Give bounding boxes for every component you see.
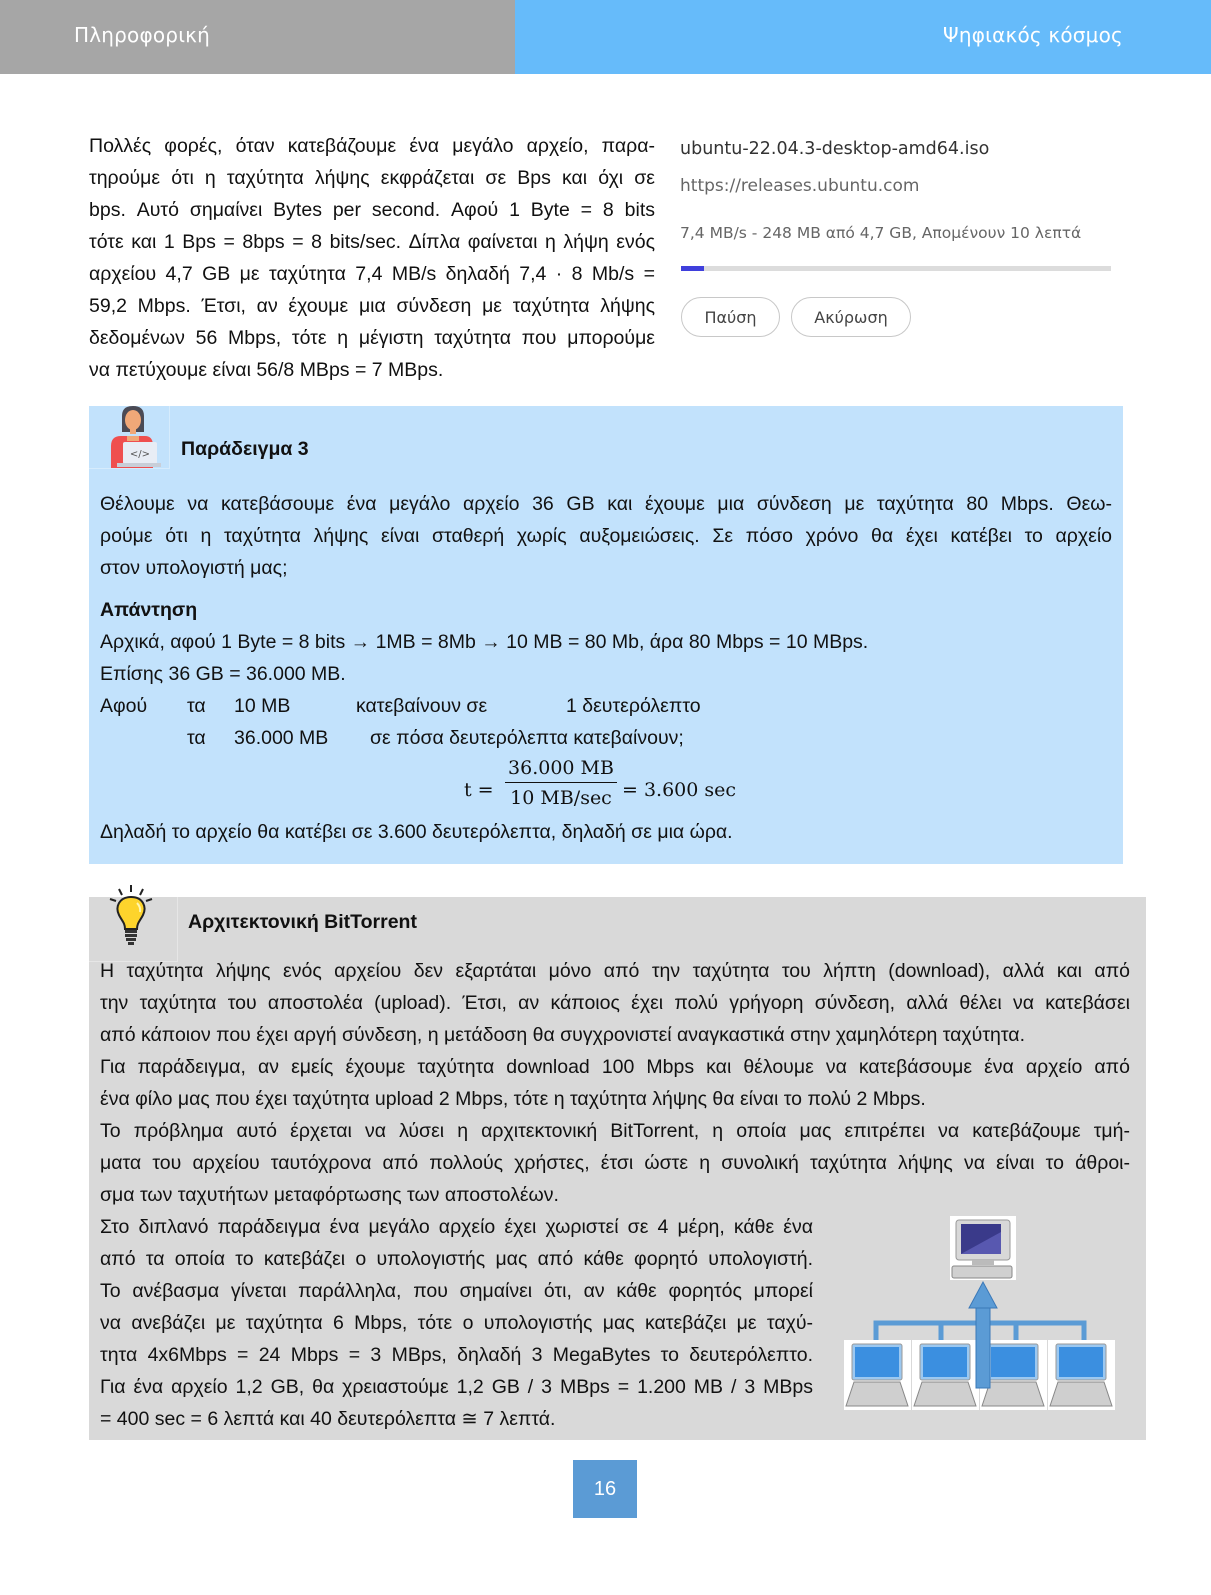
bittorrent-box <box>89 897 1146 1440</box>
example-question <box>100 488 1112 584</box>
text-line: ματα του αρχείου ταυτόχρονα από πολλούς χρήστες, έτσι ώστε η συνολική ταχύτητα λήψης να είναι το άθροι- <box>100 1152 1130 1174</box>
answer-line: Αρχικά, αφού 1 Byte = 8 bits → 1MB = 8Mb → 10 MB = 80 Mb, άρα 80 Mbps = 10 MBps. <box>100 631 869 653</box>
text-line: τηρούμε ότι η ταχύτητα λήψης εκφράζεται σε Bps και όχι σε <box>89 167 655 189</box>
chapter-title: Ψηφιακός κόσμος <box>942 23 1123 47</box>
developer-laptop-icon <box>103 406 163 468</box>
answer-conclusion: Δηλαδή το αρχείο θα κατέβει σε 3.600 δευτερόλεπτα, δηλαδή σε μια ώρα. <box>100 821 733 843</box>
cancel-button[interactable]: Ακύρωση <box>791 297 911 337</box>
header-left-band <box>0 0 515 74</box>
pause-button[interactable]: Παύση <box>681 297 780 337</box>
row-word: 10 MB <box>234 695 291 717</box>
bittorrent-diagram <box>844 1214 1116 1424</box>
time-formula <box>100 754 1112 816</box>
row-word: τα <box>187 695 206 717</box>
download-progress-bar <box>681 266 1111 271</box>
text-line: 59,2 Mbps. Έτσι, αν έχουμε μια σύνδεση με ταχύτητα λήψης <box>89 295 655 317</box>
row-word: Αφού <box>100 695 148 717</box>
laptop-icon <box>1048 1340 1115 1410</box>
text-line: Για ένα αρχείο 1,2 GB, θα χρειαστούμε 1,2 GB / 3 MBps = 1.200 MB / 3 MBps <box>100 1376 813 1398</box>
text-line: Το ανέβασμα γίνεται παράλληλα, που σημαίνει ότι, αν κάθε φορητός μπορεί <box>100 1280 813 1302</box>
text-line: την ταχύτητα του αποστολέα (upload). Έτσι, αν κάποιος έχει πολύ γρήγορη σύνδεση, αλλά θέλει να κατεβάσει <box>100 992 1130 1014</box>
text-line: Στο διπλανό παράδειγμα ένα μεγάλο αρχείο έχει χωριστεί σε 4 μέρη, κάθε ένα <box>100 1216 813 1238</box>
example-body <box>100 488 1112 848</box>
text-line: Πολλές φορές, όταν κατεβάζουμε ένα μεγάλο αρχείο, παρα- <box>89 135 655 157</box>
row-word: σε πόσα δευτερόλεπτα κατεβαίνουν; <box>370 727 684 749</box>
text-line: ρούμε ότι η ταχύτητα λήψης είναι σταθερή χωρίς αυξομειώσεις. Σε πόσο χρόνο θα έχει κατέβει το αρχείο <box>100 525 1112 547</box>
text-line: bps. Αυτό σημαίνει Bytes per second. Αφού 1 Byte = 8 bits <box>89 199 655 221</box>
answer-title: Απάντηση <box>100 599 198 621</box>
example-box <box>89 406 1123 864</box>
formula-lhs: t = <box>464 779 494 801</box>
text-line: τητα 4x6Mbps = 24 Mbps = 3 MBps, δηλαδή 3 MegaBytes το δευτερόλεπτο. <box>100 1344 813 1366</box>
page-number: 16 <box>573 1460 637 1518</box>
text-line: δεδομένων 56 Mbps, τότε η μέγιστη ταχύτητα που μπορούμε <box>89 327 655 349</box>
bittorrent-example-text <box>100 1211 813 1435</box>
bittorrent-icon-cell <box>89 897 178 962</box>
example-title: Παράδειγμα 3 <box>181 438 309 460</box>
laptop-icon <box>844 1340 911 1410</box>
proportion-row-1 <box>100 690 1112 722</box>
text-line: να ανεβάζει με ταχύτητα 6 Mbps, τότε ο υπολογιστής μας κατεβάζει με ταχύ- <box>100 1312 813 1334</box>
download-source-url[interactable]: https://releases.ubuntu.com <box>680 176 920 196</box>
laptop-icon <box>912 1340 979 1410</box>
row-word: κατεβαίνουν σε <box>356 695 488 717</box>
proportion-row-2 <box>100 722 1112 754</box>
text-line: αρχείου 4,7 GB με ταχύτητα 7,4 MB/s δηλαδή 7,4 · 8 Mb/s = <box>89 263 655 285</box>
text-line: από τα οποία το κατεβάζει ο υπολογιστής μας από κάθε φορητό υπολογιστή. <box>100 1248 813 1270</box>
bittorrent-title: Αρχιτεκτονική BitTorrent <box>188 911 417 933</box>
text-line: = 400 sec = 6 λεπτά και 40 δευτερόλεπτα ≅ 7 λεπτά. <box>100 1408 556 1430</box>
download-file-name[interactable]: ubuntu-22.04.3-desktop-amd64.iso <box>680 139 990 159</box>
download-progress-fill <box>681 266 704 271</box>
svg-text:</>: </> <box>129 449 151 460</box>
text-line: Θέλουμε να κατεβάσουμε ένα μεγάλο αρχείο 36 GB και έχουμε μια σύνδεση με ταχύτητα 80 Mbps. Θεω- <box>100 493 1112 515</box>
text-line: Η ταχύτητα λήψης ενός αρχείου δεν εξαρτάται μόνο από την ταχύτητα του λήπτη (download), αλλά και από <box>100 960 1130 982</box>
download-status: 7,4 MB/s - 248 MB από 4,7 GB, Απομένουν 10 λεπτά <box>680 224 1082 242</box>
text-line: τότε και 1 Bps = 8bps = 8 bits/sec. Δίπλα φαίνεται η λήψη ενός <box>89 231 655 253</box>
answer-line: Επίσης 36 GB = 36.000 MB. <box>100 663 346 685</box>
desktop-computer-icon <box>950 1216 1016 1280</box>
formula-numerator: 36.000 MB <box>505 754 617 783</box>
text-line: στον υπολογιστή μας; <box>100 557 288 579</box>
row-word: 36.000 MB <box>234 727 329 749</box>
lightbulb-icon <box>101 883 161 947</box>
text-line: Το πρόβλημα αυτό έρχεται να λύσει η αρχιτεκτονική BitTorrent, η οποία μας επιτρέπει να κατεβάζουμε τμή- <box>100 1120 1130 1142</box>
text-line: Για παράδειγμα, αν εμείς έχουμε ταχύτητα download 100 Mbps και θέλουμε να κατεβάσουμε ένα αρχείο από <box>100 1056 1130 1078</box>
row-word: τα <box>187 727 206 749</box>
text-line: ένα φίλο μας που έχει ταχύτητα upload 2 Mbps, τότε η ταχύτητα λήψης θα είναι το πολύ 2 Mbps. <box>100 1088 926 1110</box>
text-line: σμα των ταχυτήτων μεταφόρτωσης των αποστολέων. <box>100 1184 559 1206</box>
formula-rhs: = 3.600 sec <box>622 779 737 801</box>
formula-denominator: 10 MB/sec <box>510 787 612 809</box>
row-word: 1 δευτερόλεπτο <box>566 695 701 717</box>
text-line: να πετύχουμε είναι 56/8 MBps = 7 MBps. <box>89 359 444 381</box>
header-right-band <box>515 0 1211 74</box>
intro-paragraph <box>89 130 655 386</box>
example-icon-cell <box>89 406 170 469</box>
subject-title: Πληροφορική <box>74 23 211 47</box>
formula-fraction <box>505 754 617 811</box>
text-line: από κάποιον που έχει αργή σύνδεση, η μετάδοση θα συγχρονιστεί αναγκαστικά στην χαμηλότερη ταχύτητα. <box>100 1024 1025 1046</box>
